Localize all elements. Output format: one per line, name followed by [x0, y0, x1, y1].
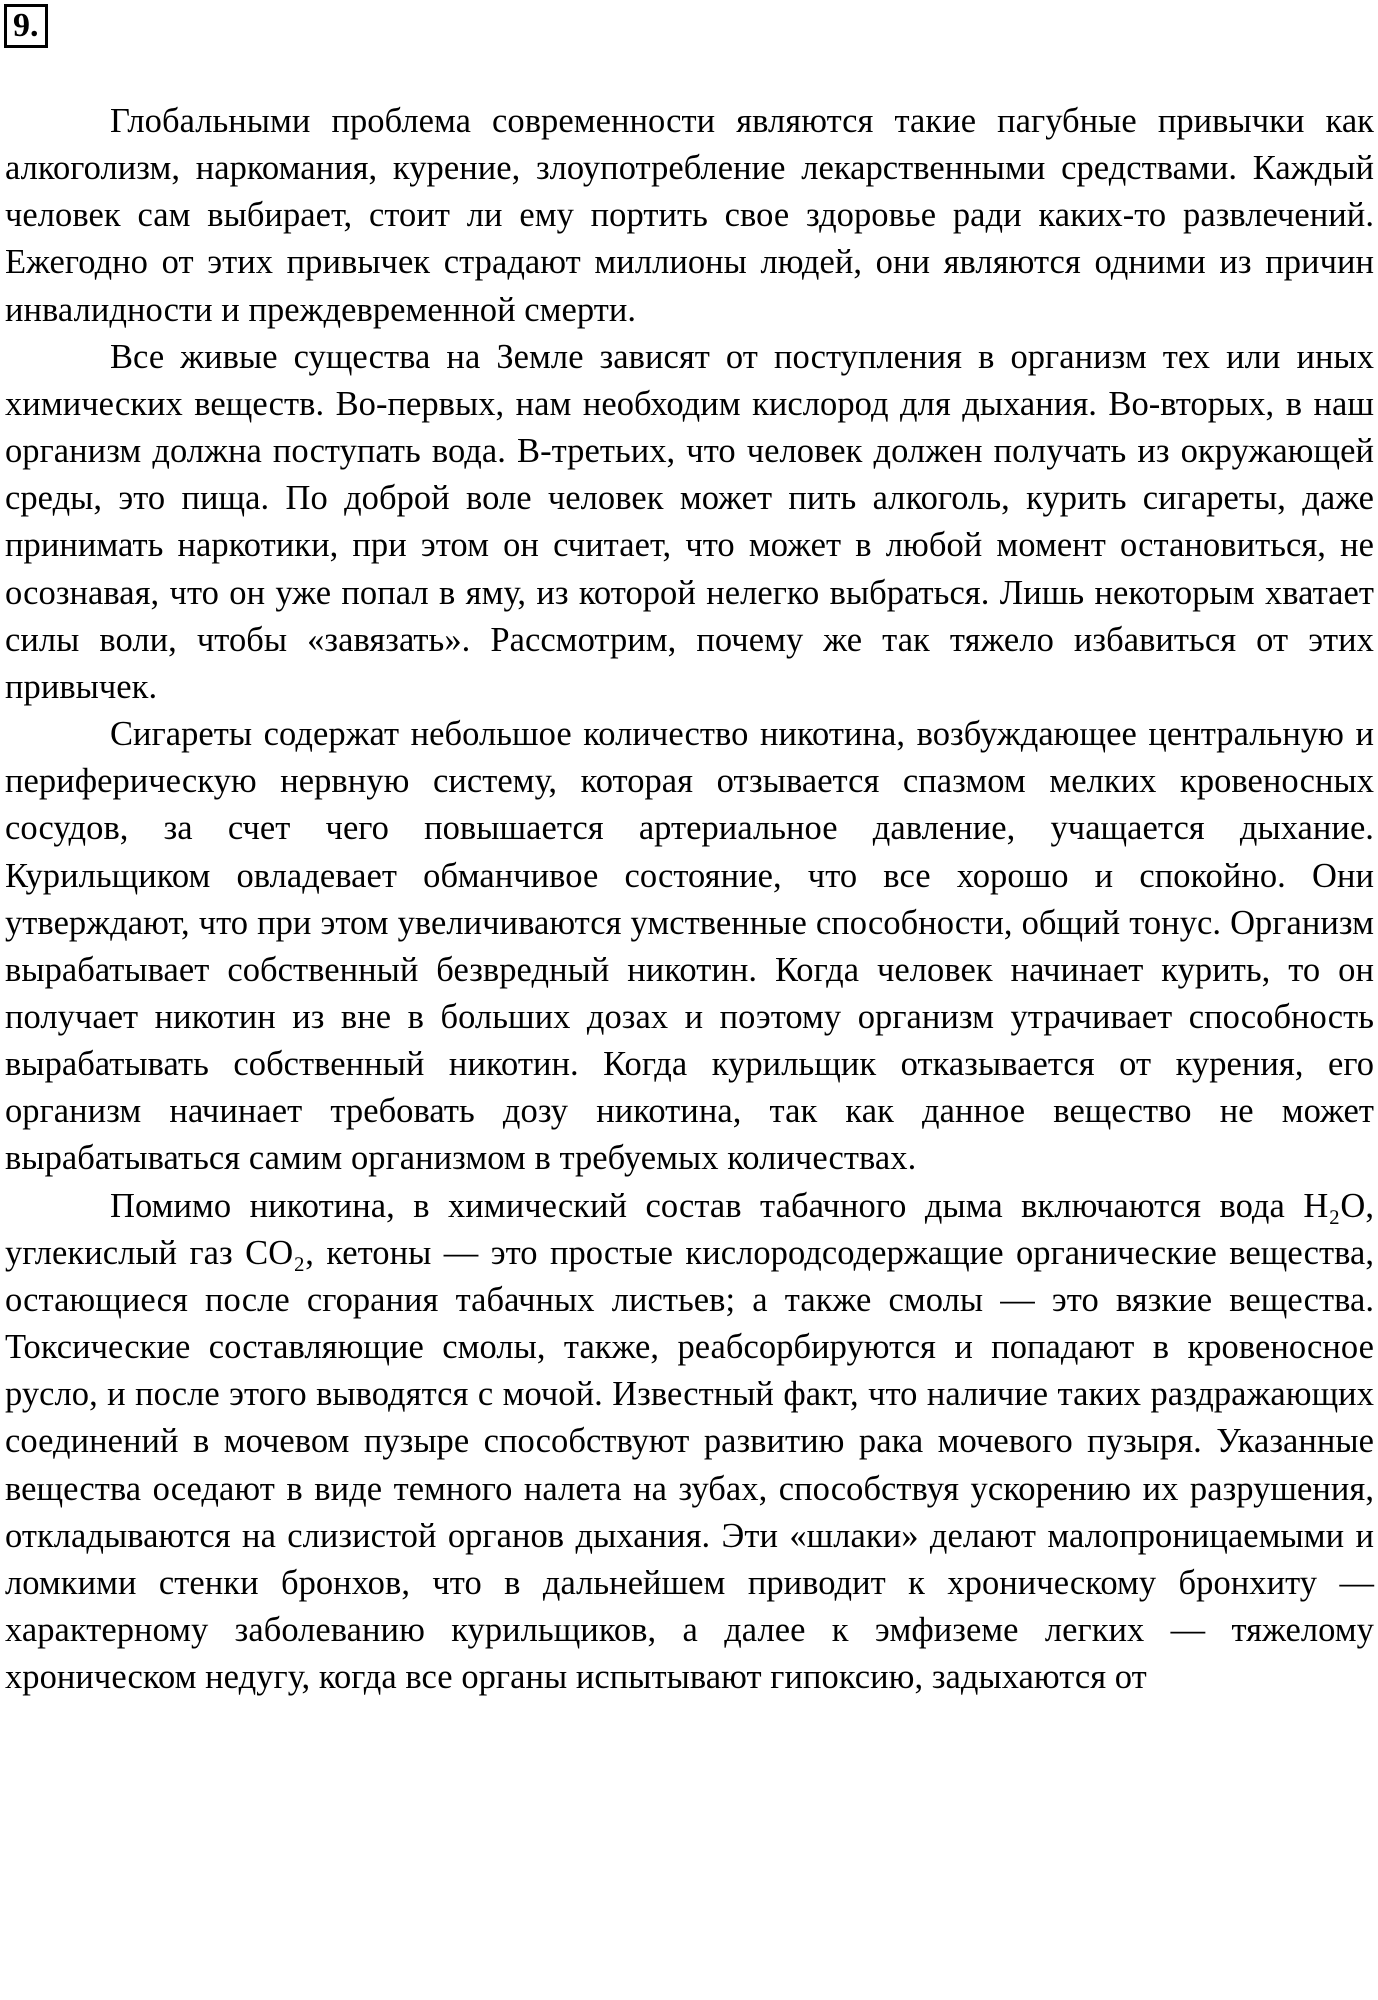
paragraph-3: Сигареты содержат небольшое количество никотина, возбуждающее центральную и периферическую нервную систему, которая отзывается спазмом мелких кровеносных сосудов, за счет чего повышается артериальное давление, учащается дыхание. Курильщиком овладевает обманчивое состояние, что все хорошо и спокойно. Они утверждают, что при этом увеличиваются умственные способности, общий тонус. Организм вырабатывает собственный безвредный никотин. Когда человек начинает курить, то он получает никотин из вне в больших дозах и поэтому организм утрачивает способность вырабатывать собственный никотин. Когда курильщик отказывается от курения, его организм начинает требовать дозу никотина, так как данное вещество не может вырабатываться самим организмом в требуемых количествах. — [5, 715, 1374, 1178]
task-number-box: 9. — [4, 4, 48, 48]
body-text — [5, 98, 1374, 1701]
paragraph-2: Все живые существа на Земле зависят от поступления в организм тех или иных химических веществ. Во-первых, нам необходим кислород для дыхания. Во-вторых, в наш организм должна поступать вода. В-третьих, что человек должен получать из окружающей среды, это пища. По доброй воле человек может пить алкоголь, курить сигареты, даже принимать наркотики, при этом он считает, что может в любой момент остановиться, не осознавая, что он уже попал в яму, из которой нелегко выбраться. Лишь некоторым хватает силы воли, чтобы «завязать». Рассмотрим, почему же так тяжело избавиться от этих привычек. — [5, 337, 1374, 706]
paragraph-1: Глобальными проблема современности являются такие пагубные привычки как алкоголизм, наркомания, курение, злоупотребление лекарственными средствами. Каждый человек сам выбирает, стоит ли ему портить свое здоровье ради каких-то развлечений. Ежегодно от этих привычек страдают миллионы людей, они являются одними из причин инвалидности и преждевременной смерти. — [5, 102, 1374, 329]
paragraph-4: Помимо никотина, в химический состав табачного дыма включаются вода H₂O, углекислый газ CO₂, кетоны — это простые кислородсодержащие органические вещества, остающиеся после сгорания табачных листьев; а также смолы — это вязкие вещества. Токсические составляющие смолы, также, реабсорбируются и попадают в кровеносное русло, и после этого выводятся с мочой. Известный факт, что наличие таких раздражающих соединений в мочевом пузыре способствуют развитию рака мочевого пузыря. Указанные вещества оседают в виде темного налета на зубах, способствуя ускорению их разрушения, откладываются на слизистой органов дыхания. Эти «шлаки» делают малопроницаемыми и ломкими стенки бронхов, что в дальнейшем приводит к хроническому бронхиту — характерному заболеванию курильщиков, а далее к эмфиземе легких — тяжелому хроническом недугу, когда все органы испытывают гипоксию, задыхаются от — [5, 1186, 1374, 1697]
